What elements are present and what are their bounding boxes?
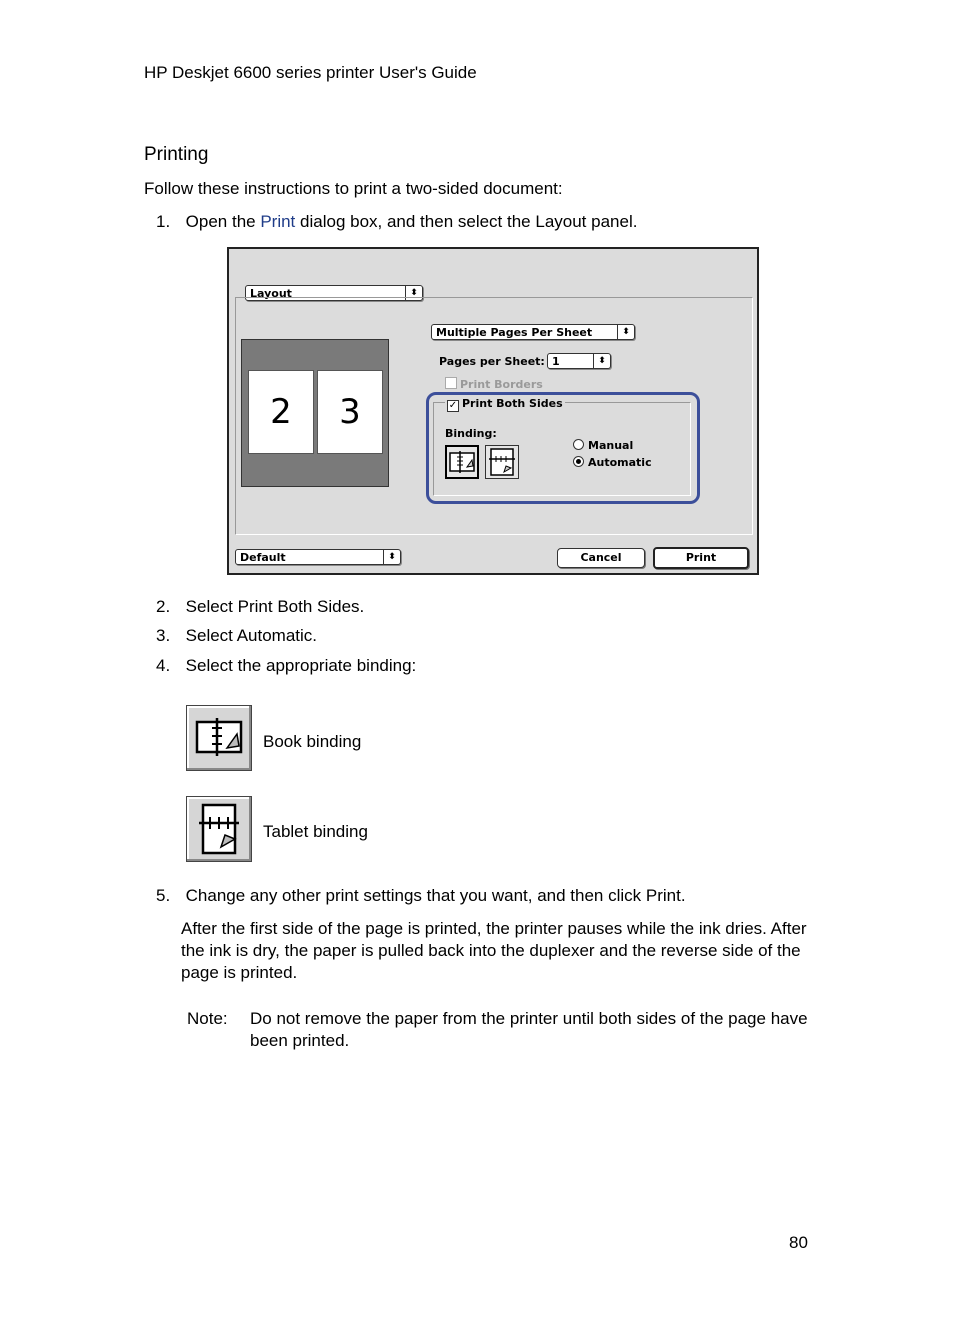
print-button[interactable]: Print	[653, 547, 749, 569]
select-arrows-icon: ⬍	[617, 325, 634, 339]
print-both-sides-checkbox[interactable]: ✓	[448, 400, 458, 411]
pages-per-sheet-value: 1	[552, 355, 560, 368]
step-emphasis: Print Both Sides	[237, 597, 360, 616]
manual-option[interactable]	[573, 439, 633, 452]
book-binding-button[interactable]	[445, 445, 479, 479]
select-arrows-icon: ⬍	[383, 550, 400, 564]
step-number: 3.	[156, 626, 171, 645]
tablet-binding-icon	[187, 797, 251, 861]
preview-page-left: 2	[248, 370, 314, 454]
step-text: Select	[185, 626, 237, 645]
automatic-label: Automatic	[588, 456, 652, 469]
book-binding-icon	[447, 447, 477, 477]
after-print-paragraph: After the first side of the page is printed, the printer pauses while the ink dries. After the ink is dry, the paper is pulled back into the duplexer and the reverse side of the page is printed.	[181, 919, 807, 982]
step-2	[156, 596, 364, 618]
select-arrows-icon: ⬍	[405, 286, 422, 300]
manual-radio[interactable]	[573, 439, 584, 450]
step-text: Select	[185, 597, 238, 616]
tablet-binding-button[interactable]	[485, 445, 519, 479]
step-number: 5.	[156, 886, 171, 905]
step-emphasis: Automatic	[236, 626, 313, 645]
print-borders-checkbox	[445, 377, 457, 389]
preset-select[interactable]	[235, 549, 401, 565]
step-number: 4.	[156, 656, 171, 675]
step-text: panel.	[586, 212, 638, 231]
manual-label: Manual	[588, 439, 634, 452]
section-heading: Printing	[144, 144, 209, 165]
preset-select-value: Default	[240, 551, 286, 564]
step-text: .	[312, 626, 318, 645]
book-binding-icon	[187, 706, 251, 770]
note-text: Do not remove the paper from the printer until both sides of the page have been printed.	[250, 1009, 808, 1050]
automatic-radio[interactable]	[573, 456, 584, 467]
step-1	[156, 211, 637, 233]
book-binding-label: Book binding	[263, 732, 362, 751]
book-binding-image	[186, 705, 252, 771]
page-number: 80	[789, 1233, 808, 1252]
print-link[interactable]: Print	[260, 212, 296, 231]
print-borders-label: Print Borders	[460, 378, 543, 391]
step-4	[156, 655, 416, 677]
step-emphasis: Print	[645, 886, 681, 905]
step-5	[156, 885, 686, 907]
step-number: 1.	[156, 212, 171, 231]
panel-select-value: Layout	[250, 287, 292, 300]
step-text: .	[359, 597, 365, 616]
pages-per-sheet-select[interactable]	[547, 353, 611, 369]
layout-select-value: Multiple Pages Per Sheet	[436, 326, 593, 339]
step-emphasis: Layout	[535, 212, 587, 231]
step-text: Change any other print settings that you want, and then click	[185, 886, 646, 905]
tablet-binding-icon	[486, 446, 518, 478]
binding-label: Binding:	[445, 427, 497, 440]
step-number: 2.	[156, 597, 171, 616]
document-header: HP Deskjet 6600 series printer User's Guide	[144, 63, 477, 82]
cancel-button[interactable]: Cancel	[557, 548, 645, 568]
step-3	[156, 625, 317, 647]
step-text: Select the appropriate binding:	[185, 656, 417, 675]
layout-preview	[241, 339, 389, 487]
layout-select[interactable]	[431, 324, 635, 340]
step-text: Open the	[185, 212, 261, 231]
print-both-sides-option[interactable]	[445, 397, 565, 412]
intro-text: Follow these instructions to print a two-sided document:	[144, 179, 563, 198]
tablet-binding-label: Tablet binding	[263, 822, 368, 841]
step-text: .	[680, 886, 686, 905]
layout-dialog	[227, 247, 759, 575]
note-label: Note:	[187, 1009, 228, 1028]
print-both-sides-label: Print Both Sides	[462, 397, 563, 410]
step-text: dialog box, and then select the	[295, 212, 536, 231]
tablet-binding-image	[186, 796, 252, 862]
pages-per-sheet-label: Pages per Sheet:	[439, 355, 545, 368]
preview-page-right: 3	[317, 370, 383, 454]
select-arrows-icon: ⬍	[593, 354, 610, 368]
automatic-option[interactable]	[573, 456, 652, 469]
print-borders-option	[445, 377, 543, 391]
